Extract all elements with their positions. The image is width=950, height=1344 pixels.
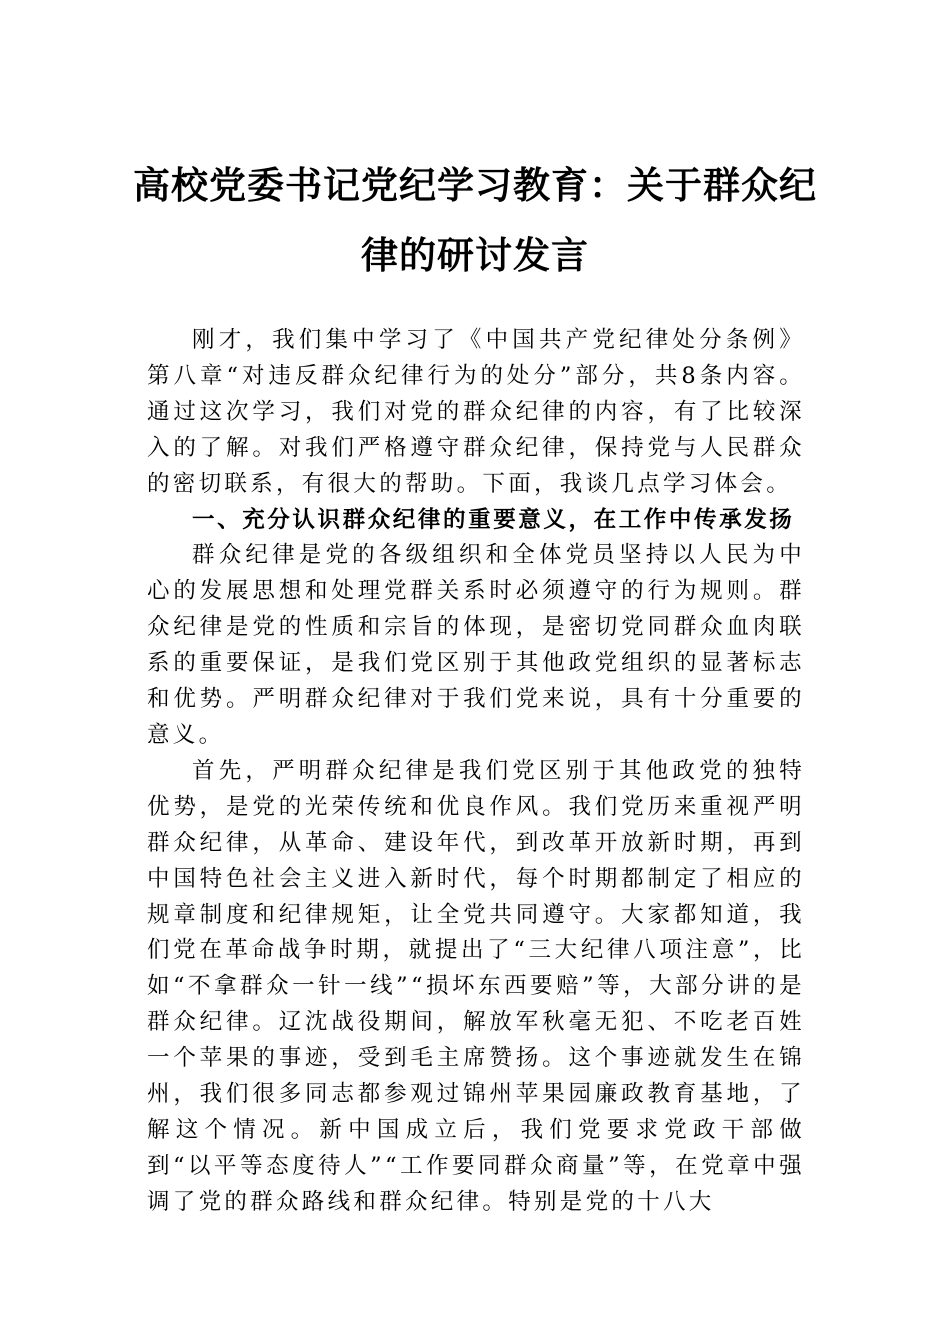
paragraph-definition: 群众纪律是党的各级组织和全体党员坚持以人民为中心的发展思想和处理党群关系时必须遵守的行为规则。群众纪律是党的性质和宗旨的体现，是密切党同群众血肉联系的重要保证，是我们党区别于其他政党组织的显著标志和优势。严明群众纪律对于我们党来说，具有十分重要的意义。 bbox=[147, 542, 805, 748]
paragraph-first-point: 首先，严明群众纪律是我们党区别于其他政党的独特优势，是党的光荣传统和优良作风。我们党历来重视严明群众纪律，从革命、建设年代，到改革开放新时期，再到中国特色社会主义进入新时代，每个时期都制定了相应的规章制度和纪律规矩，让全党共同遵守。大家都知道，我们党在革命战争时期，就提出了“三大纪律八项注意”，比如“不拿群众一针一线”“损坏东西要赔”等，大部分讲的是群众纪律。辽沈战役期间，解放军秋毫无犯、不吃老百姓一个苹果的事迹，受到毛主席赞扬。这个事迹就发生在锦州，我们很多同志都参观过锦州苹果园廉政教育基地，了解这个情况。新中国成立后，我们党要求党政干部做到“以平等态度待人”“工作要同群众商量”等，在党章中强调了党的群众路线和群众纪律。特别是党的十八大 bbox=[147, 757, 805, 1215]
paragraph-intro: 刚才，我们集中学习了《中国共产党纪律处分条例》第八章“对违反群众纪律行为的处分”部分，共8条内容。通过这次学习，我们对党的群众纪律的内容，有了比较深入的了解。对我们严格遵守群众纪律，保持党与人民群众的密切联系，有很大的帮助。下面，我谈几点学习体会。 bbox=[147, 327, 805, 497]
document-title bbox=[120, 150, 830, 290]
document-body bbox=[147, 323, 805, 1221]
section-heading-1: 一、充分认识群众纪律的重要意义，在工作中传承发扬 bbox=[192, 506, 795, 533]
title-line-2: 律的研讨发言 bbox=[361, 233, 589, 277]
title-line-1: 高校党委书记党纪学习教育：关于群众纪 bbox=[133, 163, 817, 207]
